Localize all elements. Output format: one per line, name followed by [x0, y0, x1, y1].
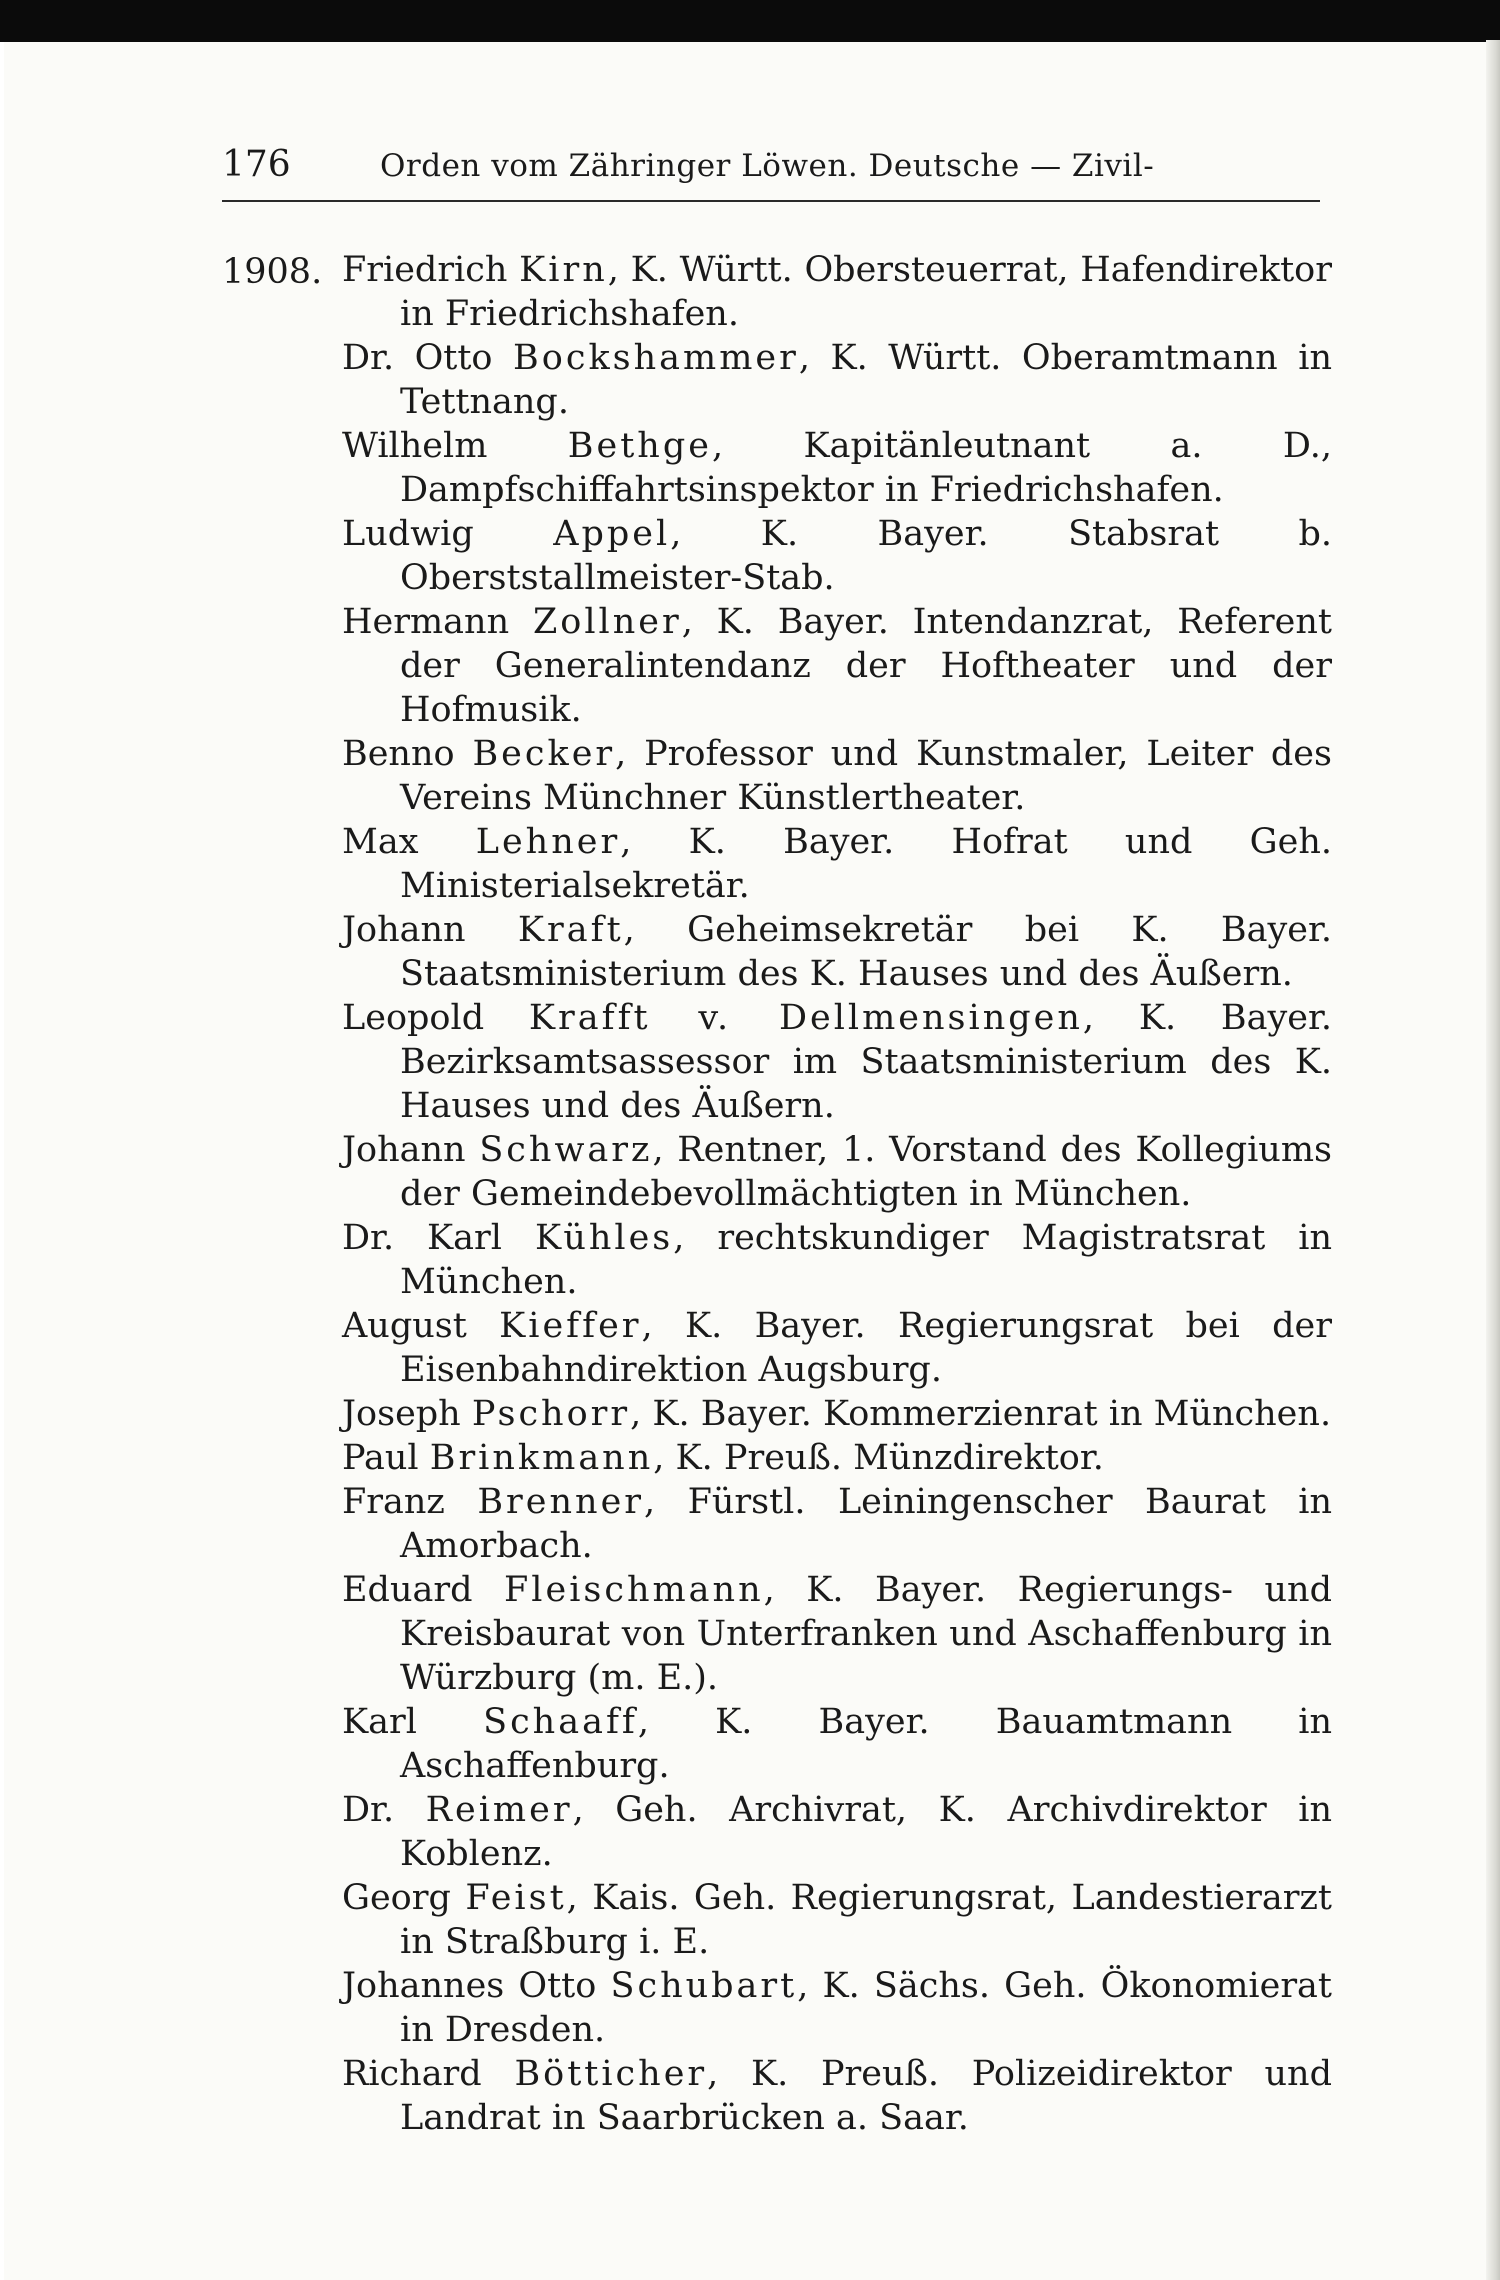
- entry-surname: Krafft v. Dellmensingen: [528, 998, 1083, 1038]
- entry-surname: Bötticher: [514, 2054, 708, 2094]
- entry-given-name: Friedrich: [342, 250, 508, 290]
- entry-description: , K. Preuß. Münzdirektor.: [653, 1438, 1104, 1478]
- running-header: [222, 140, 1320, 202]
- entry-description: , Professor und Kunstmaler, Leiter des Vereins Münchner Künstlertheater.: [400, 734, 1332, 818]
- entry-surname: Bethge: [567, 426, 712, 466]
- list-item: [342, 1788, 1332, 1876]
- entry-surname: Becker: [472, 734, 616, 774]
- entry-given-name: Max: [342, 822, 419, 862]
- entry-description: , rechtskundiger Magistratsrat in München.: [400, 1218, 1332, 1302]
- entry-description: , Geheimsekretär bei K. Bayer. Staatsministerium des K. Hauses und des Äußern.: [400, 910, 1332, 994]
- list-item: [342, 600, 1332, 732]
- entry-description: , Kapitänleutnant a. D., Dampfschiffahrtsinspektor in Friedrichshafen.: [400, 426, 1332, 510]
- list-item: [342, 1700, 1332, 1788]
- entry-given-name: Ludwig: [342, 514, 474, 554]
- list-item: [342, 908, 1332, 996]
- entry-surname: Bockshammer: [513, 338, 799, 378]
- entry-description: , K. Bayer. Hofrat und Geh. Ministerialsekretär.: [400, 822, 1332, 906]
- page-number: 176: [222, 144, 291, 185]
- entry-surname: Brinkmann: [429, 1438, 654, 1478]
- list-item: [342, 732, 1332, 820]
- entry-description: , K. Bayer. Regierungsrat bei der Eisenbahndirektion Augsburg.: [400, 1306, 1332, 1390]
- entry-given-name: Franz: [342, 1482, 445, 1522]
- list-item: [342, 1216, 1332, 1304]
- list-item: [342, 336, 1332, 424]
- entry-surname: Kieffer: [499, 1306, 642, 1346]
- entry-given-name: Karl: [342, 1702, 417, 1742]
- entry-surname: Schaaff: [483, 1702, 638, 1742]
- entry-description: , K. Bayer. Stabsrat b. Oberststallmeister-Stab.: [400, 514, 1332, 598]
- entry-surname: Brenner: [477, 1482, 645, 1522]
- list-item: [342, 996, 1332, 1128]
- list-item: [342, 1876, 1332, 1964]
- entry-given-name: Johann: [342, 1130, 466, 1170]
- entry-given-name: Dr. Karl: [342, 1218, 502, 1258]
- entry-description: , Kais. Geh. Regierungsrat, Landestierarzt in Straßburg i. E.: [400, 1878, 1332, 1962]
- entry-given-name: Georg: [342, 1878, 451, 1918]
- entry-description: , K. Württ. Oberamtmann in Tettnang.: [400, 338, 1332, 422]
- entry-description: , Geh. Archivrat, K. Archivdirektor in Koblenz.: [400, 1790, 1332, 1874]
- entry-surname: Kirn: [519, 250, 608, 290]
- scan-top-border: [0, 0, 1500, 42]
- list-item: [342, 1480, 1332, 1568]
- entry-surname: Kühles: [534, 1218, 674, 1258]
- entry-given-name: Eduard: [342, 1570, 473, 1610]
- entry-given-name: Paul: [342, 1438, 419, 1478]
- entry-surname: Fleischmann: [504, 1570, 764, 1610]
- entry-surname: Schubart: [610, 1966, 798, 2006]
- entry-given-name: Benno: [342, 734, 455, 774]
- entry-given-name: Johann: [342, 910, 466, 950]
- entry-surname: Feist: [465, 1878, 567, 1918]
- list-item: [342, 820, 1332, 908]
- list-item: [342, 1128, 1332, 1216]
- list-item: [342, 512, 1332, 600]
- entry-surname: Lehner: [475, 822, 621, 862]
- year-label: 1908.: [222, 252, 323, 292]
- entry-given-name: Dr. Otto: [342, 338, 493, 378]
- running-title: Orden vom Zähringer Löwen. Deutsche — Zivil-: [380, 148, 1155, 184]
- entry-surname: Pschorr: [471, 1394, 631, 1434]
- entry-given-name: Johannes Otto: [342, 1966, 597, 2006]
- entry-description: , Fürstl. Leiningenscher Baurat in Amorbach.: [400, 1482, 1332, 1566]
- list-item: [342, 1964, 1332, 2052]
- entry-surname: Reimer: [425, 1790, 573, 1830]
- entry-surname: Kraft: [517, 910, 624, 950]
- entry-surname: Zollner: [532, 602, 682, 642]
- entry-description: , K. Württ. Obersteuerrat, Hafendirektor in Friedrichshafen.: [400, 250, 1332, 334]
- list-item: [342, 424, 1332, 512]
- list-item: [342, 1436, 1332, 1480]
- list-item: [342, 1392, 1332, 1436]
- page-edge-shadow: [1486, 40, 1500, 2280]
- entry-given-name: Richard: [342, 2054, 482, 2094]
- entry-given-name: Hermann: [342, 602, 510, 642]
- entry-given-name: August: [342, 1306, 467, 1346]
- list-item: [342, 1304, 1332, 1392]
- entry-description: , K. Sächs. Geh. Ökonomierat in Dresden.: [400, 1966, 1332, 2050]
- entry-given-name: Wilhelm: [342, 426, 488, 466]
- entry-given-name: Leopold: [342, 998, 485, 1038]
- entry-description: , K. Bayer. Bezirksamtsassessor im Staatsministerium des K. Hauses und des Äußern.: [400, 998, 1332, 1126]
- entry-description: , K. Preuß. Polizeidirektor und Landrat in Saarbrücken a. Saar.: [400, 2054, 1332, 2138]
- entry-surname: Appel: [553, 514, 671, 554]
- entry-description: , K. Bayer. Bauamtmann in Aschaffenburg.: [400, 1702, 1332, 1786]
- entry-given-name: Dr.: [342, 1790, 395, 1830]
- list-item: [342, 2052, 1332, 2140]
- entry-description: , K. Bayer. Intendanzrat, Referent der Generalintendanz der Hoftheater und der Hofmusik.: [400, 602, 1332, 730]
- list-item: [342, 1568, 1332, 1700]
- entry-given-name: Joseph: [342, 1394, 461, 1434]
- entry-surname: Schwarz: [479, 1130, 653, 1170]
- entry-list: [342, 248, 1332, 2140]
- entry-description: , Rentner, 1. Vorstand des Kollegiums der Gemeindebevollmächtigten in München.: [400, 1130, 1332, 1214]
- list-item: [342, 248, 1332, 336]
- entry-description: , K. Bayer. Regierungs- und Kreisbaurat von Unterfranken und Aschaffenburg in Würzburg (m. E.).: [400, 1570, 1332, 1698]
- entry-description: , K. Bayer. Kommerzienrat in München.: [630, 1394, 1332, 1434]
